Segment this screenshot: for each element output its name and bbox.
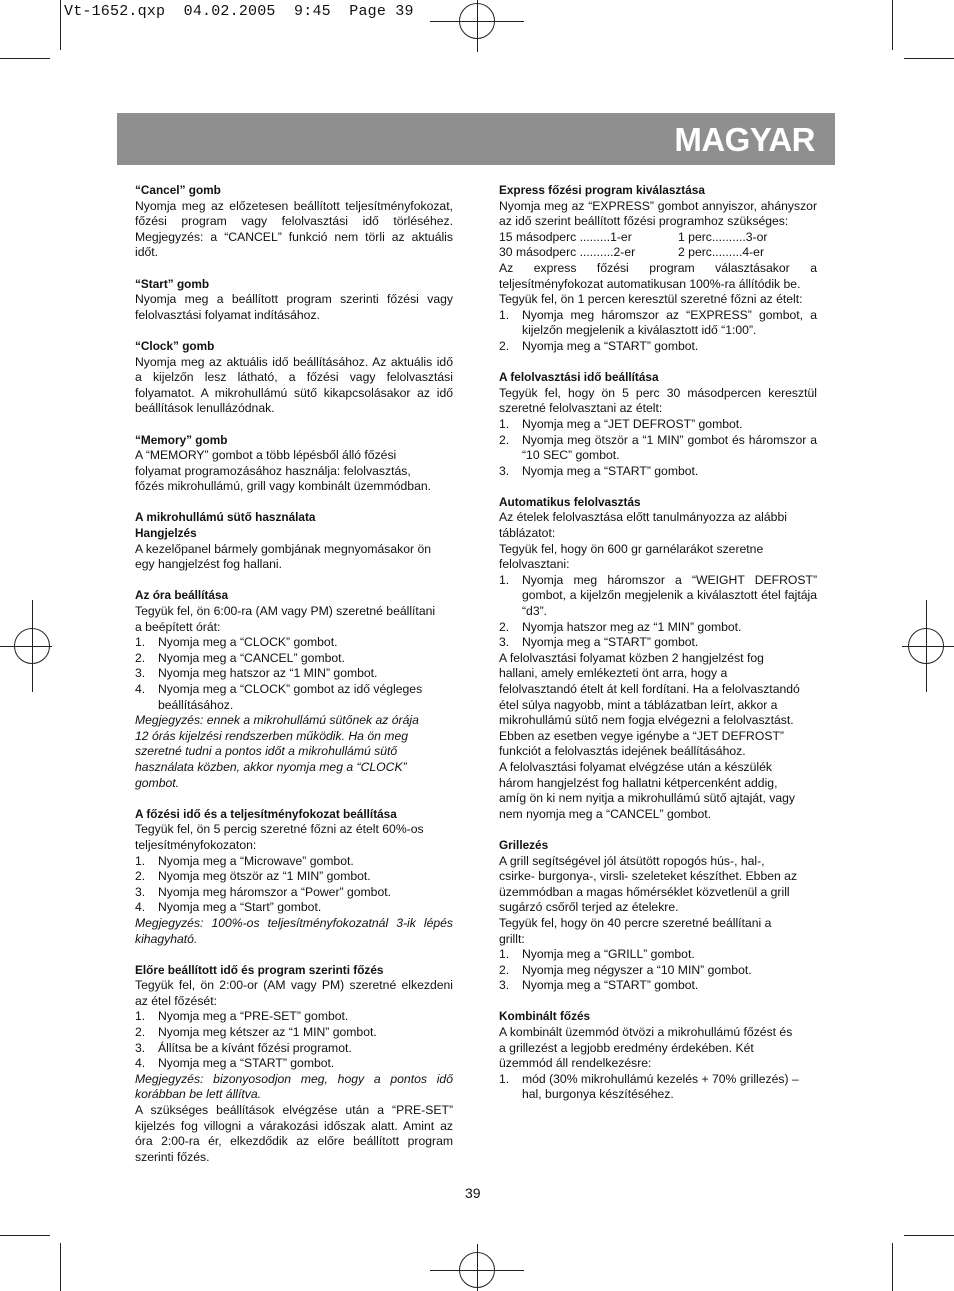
text-line: sugárzó csőről terjed az ételekre. — [499, 900, 679, 915]
note-line: gombot. — [135, 775, 180, 790]
note: Megjegyzés: 100%-os teljesítményfokozatnál 3-ik lépés kihagyható. — [135, 915, 453, 946]
text-line: grillt: — [499, 931, 525, 946]
section-heading: “Clock” gomb — [135, 338, 215, 353]
text-line: A felolvasztási folyamat közben 2 hangjelzést fog — [499, 650, 764, 665]
paragraph: Nyomja meg a beállított program szerinti főzési vagy felolvasztási folyamat indításához. — [135, 292, 453, 322]
list-item: 3. Nyomja meg a “START” gombot. — [499, 463, 699, 478]
text-line: Az ételek felolvasztása előtt tanulmányozza az alábbi — [499, 510, 787, 525]
text-line: Tegyük fel, ön 5 percig szeretné főzni az ételt 60%-os — [135, 822, 424, 837]
list-item: 3. Nyomja meg a “START” gombot. — [499, 635, 699, 650]
table-cell: 1 perc..........3-or — [678, 229, 768, 244]
list-item: 4. Nyomja meg a “START” gombot. — [135, 1056, 335, 1071]
express-table — [499, 230, 817, 261]
text-line: teljesítményfokozaton: — [135, 837, 257, 852]
text-line: A “MEMORY” gombot a több lépésből álló főzési — [135, 448, 397, 463]
print-slug: Vt-1652.qxp 04.02.2005 9:45 Page 39 — [64, 3, 414, 20]
text-line: A felolvasztási folyamat elvégzése után a készülék — [499, 759, 773, 774]
section-heading: “Start” gomb — [135, 276, 210, 291]
list-item: 3. Nyomja meg a “START” gombot. — [499, 978, 699, 993]
text-line: A kezelőpanel bármely gombjának megnyomásakor ön — [135, 541, 432, 556]
left-column — [135, 183, 453, 1165]
list-item: 1. mód (30% mikrohullámú kezelés + 70% grillezés) – hal, burgonya készítéséhez. — [499, 1071, 799, 1102]
text-line: amíg ön ki nem nyitja a mikrohullámú sütő ajtaját, vagy — [499, 791, 796, 806]
text-line: felolvasztandó ételt át kell fordítani. Ha a felolvasztandó — [499, 682, 800, 696]
registration-line — [430, 1270, 524, 1271]
table-cell: 15 másodperc .........1-er — [499, 229, 632, 244]
text-line: funkciót a felolvasztás idejének beállításához. — [499, 744, 746, 759]
list-item: 1. Nyomja meg a “PRE-SET” gombot. — [135, 1009, 349, 1024]
crop-mark — [0, 1235, 50, 1236]
text-line: üzemmód áll rendelkezésre: — [499, 1056, 652, 1071]
text-line: étel súlya nagyobb, mint a táblázatban leírt, akkor a — [499, 697, 778, 712]
crop-mark — [904, 58, 954, 59]
section-heading: Kombinált főzés — [499, 1009, 591, 1024]
registration-line — [0, 646, 52, 647]
section-subheading: Hangjelzés — [135, 526, 197, 541]
banner-title: MAGYAR — [674, 121, 815, 158]
list-item: 1. Nyomja meg háromszor az “EXPRESS” gombot, a kijelzőn megjelenik a kiválasztott idő “1:00”. — [499, 307, 817, 338]
paragraph: Tegyük fel, ön 2:00-or (AM vagy PM) szeretné elkezdeni az étel főzését: — [135, 978, 453, 1008]
paragraph: Nyomja meg az aktuális idő beállításához. Az aktuális idő a kijelzőn lesz látható, a főzési vagy felolvasztási folyamatot. A mikrohullámú sütő kikapcsolásakor az idő beállítások lenullázódnak. — [135, 354, 453, 416]
list-item: 1. Nyomja meg a “JET DEFROST” gombot. — [499, 416, 743, 431]
text-line: felolvasztani: — [499, 557, 570, 572]
crop-mark — [904, 1235, 954, 1236]
registration-line — [477, 0, 478, 52]
list-item: 4. Nyomja meg a “Start” gombot. — [135, 900, 322, 915]
registration-line — [430, 21, 524, 22]
note: Megjegyzés: bizonyosodjon meg, hogy a pontos idő korábban be lett állítva. — [135, 1071, 453, 1102]
section-heading: Automatikus felolvasztás — [499, 494, 641, 509]
text-line: főzés mikrohullámú, grill vagy kombinált üzemmódban. — [135, 479, 432, 494]
text-line: mikrohullámú sütő nem fogja elvégezni a felolvasztást. — [499, 713, 794, 728]
paragraph: Nyomja meg az “EXPRESS” gombot annyiszor, ahányszor az idő szerint beállított főzési programhoz szükséges: — [499, 198, 817, 229]
text-line: A kombinált üzemmód ötvözi a mikrohullámú főzést és — [499, 1025, 793, 1040]
list-item: 3. Nyomja meg háromszor a “Power” gombot. — [135, 884, 391, 899]
paragraph: Tegyük fel, hogy ön 5 perc 30 másodpercen keresztül szeretné felolvasztani az ételt: — [499, 385, 817, 416]
text-line: Tegyük fel, ön 6:00-ra (AM vagy PM) szeretné beállítani — [135, 604, 436, 619]
text-line: táblázatot: — [499, 526, 556, 541]
note-line: használata közben, akkor nyomja meg a “CLOCK” — [135, 759, 407, 774]
section-heading: “Memory” gomb — [135, 432, 228, 447]
language-banner — [117, 113, 835, 165]
text-line: Tegyük fel, hogy ön 40 percre szeretné beállítani a — [499, 915, 772, 930]
text-line: Tegyük fel, hogy ön 600 gr garnélarákot szeretne — [499, 541, 764, 556]
list-item: 2. Nyomja meg a “CANCEL” gombot. — [135, 650, 345, 665]
text-line: csirke- burgonya-, virsli- szeleteket készíthet. Ebben az — [499, 869, 798, 884]
section-heading: Express főzési program kiválasztása — [499, 183, 705, 197]
section-heading: Az óra beállítása — [135, 588, 229, 603]
section-heading: Grillezés — [499, 837, 549, 852]
list-item: 2. Nyomja meg kétszer az “1 MIN” gombot. — [135, 1025, 377, 1040]
text-line: Ebben az esetben vegye igénybe a “JET DEFROST” — [499, 728, 784, 743]
list-item: 1. Nyomja meg a “CLOCK” gombot. — [135, 635, 338, 650]
list-item: 2. Nyomja hatszor meg az “1 MIN” gombot. — [499, 619, 742, 634]
section-heading: Előre beállított idő és program szerinti főzés — [135, 962, 384, 977]
list-item: 2. Nyomja meg négyszer a “10 MIN” gombot. — [499, 962, 752, 977]
table-cell: 2 perc.........4-er — [678, 245, 765, 260]
paragraph: Tegyük fel, ön 1 percen keresztül szeretné főzni az ételt: — [499, 292, 803, 307]
text-line: folyamat programozásához használja: felolvasztás, — [135, 463, 411, 478]
section-heading: A főzési idő és a teljesítményfokozat beállítása — [135, 806, 397, 821]
table-cell: 30 másodperc ..........2-er — [499, 245, 636, 260]
registration-line — [902, 646, 954, 647]
list-item: 2. Nyomja meg ötször a “1 MIN” gombot és háromszor a “10 SEC” gombot. — [499, 432, 817, 463]
paragraph: Nyomja meg az előzetesen beállított teljesítményfokozat, főzési program vagy felolvasztási idő törléséhez. Megjegyzés: a “CANCEL” funkció nem törli az aktuális időt. — [135, 198, 453, 260]
text-line: a grillezést a legjobb eredmény érdekében. Két — [499, 1040, 754, 1055]
text-line: üzemmódban a magas hőmérséklet közvetlenül a grill — [499, 884, 790, 899]
section-heading: “Cancel” gomb — [135, 183, 221, 197]
text-line: három hangjelzést fog hallatni kétpercenként addig, — [499, 775, 778, 790]
text-line: egy hangjelzést fog hallani. — [135, 557, 283, 572]
right-column — [499, 183, 817, 1103]
list-item: 2. Nyomja meg a “START” gombot. — [499, 338, 699, 353]
crop-mark — [60, 1243, 61, 1291]
page-number: 39 — [465, 1185, 481, 1201]
crop-mark — [892, 0, 893, 50]
note-line: szeretné tudni a pontos időt a mikrohullámú sütő — [135, 744, 398, 759]
paragraph: A szükséges beállítások elvégzése után a “PRE-SET” kijelzés fog villogni a várakozási időszak alatt. Amint az óra 2:00-ra ér, elkezdődik az előre beállított program szerinti főzés. — [135, 1103, 453, 1164]
text-line: A grill segítségével jól átsütött ropogós hús-, hal-, — [499, 853, 765, 868]
crop-mark — [60, 0, 61, 50]
list-item: 1. Nyomja meg háromszor a “WEIGHT DEFROST” gombot, a kijelzőn megjelenik a kiválasztott étel fajtája “d3”. — [499, 572, 817, 619]
paragraph: Az express főzési program választásakor a teljesítményfokozat automatikusan 100%-ra állítódik be. — [499, 260, 817, 291]
list-item: 3. Állítsa be a kívánt főzési programot. — [135, 1040, 352, 1055]
list-item: 1. Nyomja meg a “GRILL” gombot. — [499, 947, 695, 962]
list-item: 4. Nyomja meg a “CLOCK” gombot az idő végleges beállításához. — [135, 682, 423, 712]
text-line: nem nyomja meg a “CANCEL” gombot. — [499, 806, 712, 821]
registration-line — [477, 1244, 478, 1291]
crop-mark — [892, 1243, 893, 1291]
crop-mark — [0, 58, 50, 59]
list-item: 1. Nyomja meg a “Microwave” gombot. — [135, 853, 354, 868]
note-line: Megjegyzés: ennek a mikrohullámú sütőnek az órája — [135, 713, 419, 728]
list-item: 3. Nyomja meg hatszor az “1 MIN” gombot. — [135, 666, 378, 681]
text-line: a beépített órát: — [135, 619, 221, 634]
section-heading: A felolvasztási idő beállítása — [499, 370, 659, 385]
note-line: 12 órás kijelzési rendszerben működik. Ha ön meg — [135, 728, 408, 743]
section-heading: A mikrohullámú sütő használata — [135, 510, 316, 525]
list-item: 2. Nyomja meg ötször az “1 MIN” gombot. — [135, 869, 371, 884]
text-line: hallani, amely emlékezteti önt arra, hogy a — [499, 666, 728, 681]
